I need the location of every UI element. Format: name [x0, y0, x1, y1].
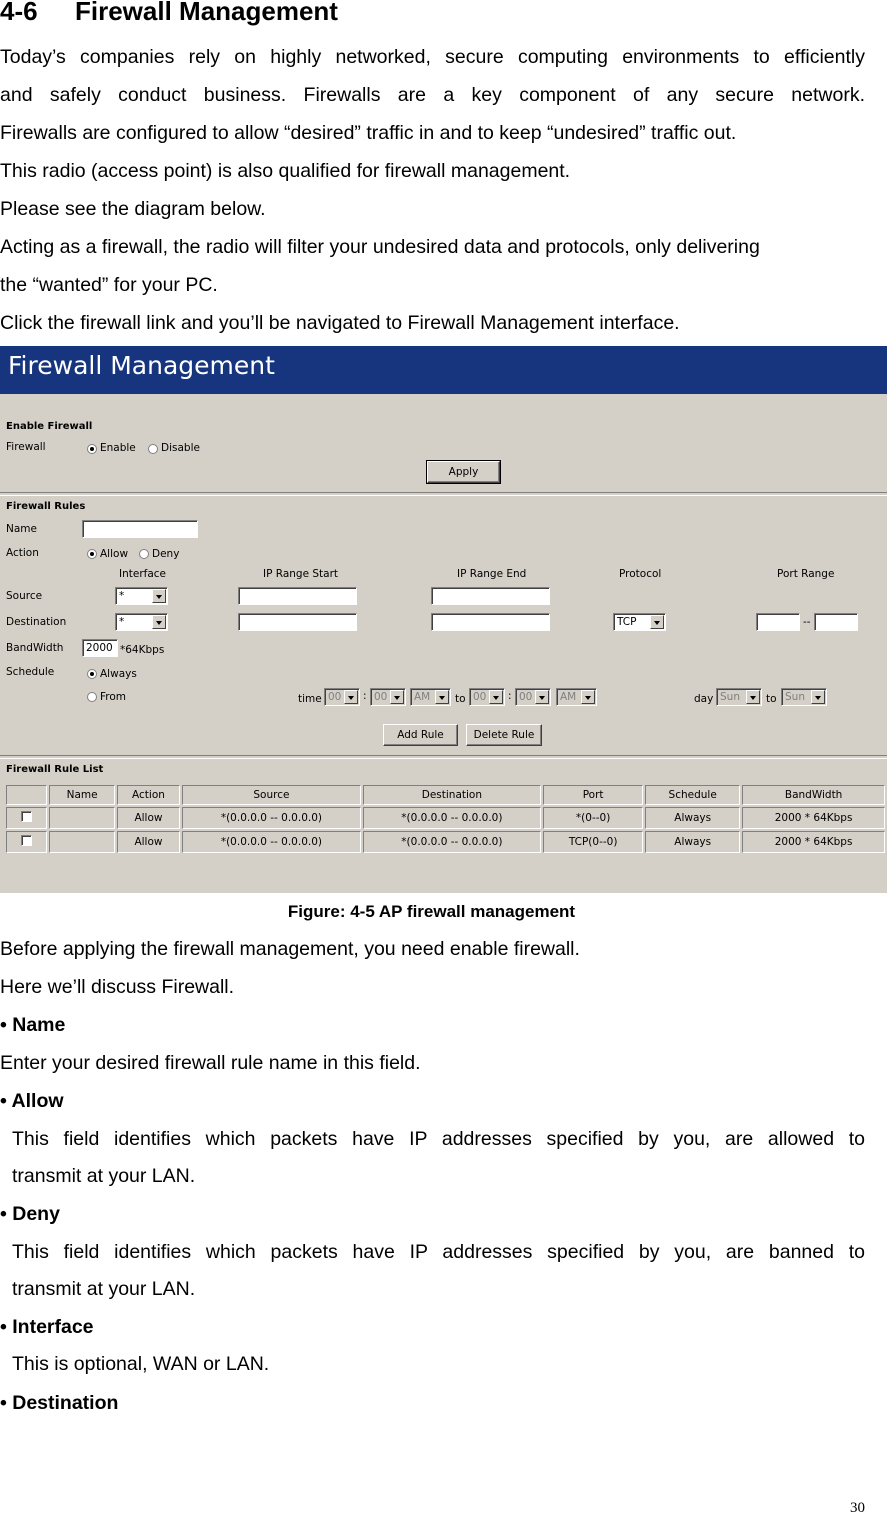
name-heading: • Name	[0, 1014, 66, 1036]
intro-line: the “wanted” for your PC.	[0, 274, 218, 296]
chevron-down-icon	[650, 615, 664, 629]
table-row	[6, 831, 885, 853]
day-label: day	[694, 693, 714, 705]
end-ampm-select[interactable]	[556, 688, 597, 706]
allow-description: transmit at your LAN.	[12, 1165, 196, 1187]
time-label: time	[298, 693, 322, 705]
end-minute-select[interactable]	[515, 688, 551, 706]
time-colon: :	[508, 690, 512, 702]
allow-heading: • Allow	[0, 1090, 64, 1112]
interface-description: This is optional, WAN or LAN.	[12, 1353, 270, 1375]
col-action: Action	[117, 785, 180, 805]
start-day-select[interactable]	[716, 688, 762, 706]
rule-name-input[interactable]	[82, 520, 198, 538]
chevron-down-icon	[435, 690, 449, 704]
section-number: 4-6	[0, 0, 38, 26]
start-hour-value: 00	[328, 691, 342, 703]
col-bandwidth: BandWidth	[742, 785, 885, 805]
page-number: 30	[850, 1500, 865, 1516]
protocol-select[interactable]	[613, 613, 666, 631]
intro-line: Firewalls are configured to allow “desired” traffic in and to keep “undesired” traffic out.	[0, 122, 737, 144]
from-radio[interactable]	[87, 692, 97, 702]
port-end-input[interactable]	[814, 613, 858, 631]
end-hour-select[interactable]	[469, 688, 505, 706]
interface-header: Interface	[119, 568, 167, 580]
enable-radio[interactable]	[87, 444, 97, 454]
col-select	[6, 785, 47, 805]
destination-label: Destination	[6, 616, 67, 628]
table-row	[6, 807, 885, 829]
deny-description: This field identifies which packets have IP addresses specified by you, are banned to	[12, 1241, 865, 1263]
row-checkbox[interactable]	[21, 835, 32, 846]
end-day-select[interactable]	[781, 688, 827, 706]
source-ip-end-input[interactable]	[431, 587, 550, 605]
row-checkbox[interactable]	[21, 811, 32, 822]
rule-list-heading: Firewall Rule List	[6, 764, 104, 775]
ip-range-start-header: IP Range Start	[263, 568, 339, 580]
destination-interface-value: *	[119, 616, 125, 628]
row-port: *(0--0)	[543, 807, 643, 829]
row-name	[49, 807, 114, 829]
divider	[0, 492, 887, 496]
from-label: From	[100, 691, 127, 703]
bandwidth-input[interactable]	[82, 639, 118, 657]
chevron-down-icon	[581, 690, 595, 704]
source-label: Source	[6, 590, 43, 602]
source-ip-start-input[interactable]	[238, 587, 357, 605]
body-text: Here we’ll discuss Firewall.	[0, 976, 235, 998]
allow-label: Allow	[100, 548, 129, 560]
start-hour-select[interactable]	[324, 688, 360, 706]
chevron-down-icon	[390, 690, 404, 704]
row-action: Allow	[117, 807, 180, 829]
firewall-rules-heading: Firewall Rules	[6, 501, 86, 512]
action-label: Action	[6, 547, 39, 559]
destination-heading: • Destination	[0, 1392, 119, 1414]
intro-line: Click the firewall link and you’ll be navigated to Firewall Management interface.	[0, 312, 680, 334]
chevron-down-icon	[811, 690, 825, 704]
section-title: Firewall Management	[75, 0, 338, 26]
chevron-down-icon	[152, 589, 166, 603]
port-range-header: Port Range	[777, 568, 835, 580]
chevron-down-icon	[152, 615, 166, 629]
destination-ip-start-input[interactable]	[238, 613, 357, 631]
enable-firewall-heading: Enable Firewall	[6, 421, 93, 432]
disable-radio[interactable]	[148, 444, 158, 454]
screenshot-title: Firewall Management	[0, 346, 887, 394]
row-name	[49, 831, 114, 853]
row-select-cell	[6, 807, 47, 829]
source-interface-value: *	[119, 590, 125, 602]
col-source: Source	[182, 785, 360, 805]
figure-caption: Figure: 4-5 AP firewall management	[287, 902, 576, 921]
port-start-input[interactable]	[756, 613, 800, 631]
interface-heading: • Interface	[0, 1316, 94, 1338]
name-label: Name	[6, 523, 37, 535]
protocol-value: TCP	[617, 616, 637, 628]
row-destination: *(0.0.0.0 -- 0.0.0.0)	[363, 807, 541, 829]
start-ampm-select[interactable]	[410, 688, 451, 706]
add-rule-button[interactable]: Add Rule	[383, 724, 458, 746]
intro-line: Today’s companies rely on highly networked, secure computing environments to efficiently	[0, 46, 865, 68]
bandwidth-value: 2000	[86, 642, 113, 654]
start-ampm-value: AM	[414, 691, 431, 703]
deny-label: Deny	[152, 548, 180, 560]
schedule-label: Schedule	[6, 666, 55, 678]
end-hour-value: 00	[473, 691, 487, 703]
bandwidth-label: BandWidth	[6, 642, 64, 654]
row-action: Allow	[117, 831, 180, 853]
firewall-label: Firewall	[6, 441, 46, 453]
intro-line: and safely conduct business. Firewalls are a key component of any secure network.	[0, 84, 865, 106]
always-label: Always	[100, 668, 137, 680]
port-separator: --	[803, 616, 811, 628]
divider	[0, 755, 887, 759]
start-minute-value: 00	[374, 691, 388, 703]
name-description: Enter your desired firewall rule name in this field.	[0, 1052, 421, 1074]
intro-line: Please see the diagram below.	[0, 198, 266, 220]
row-bandwidth: 2000 * 64Kbps	[742, 831, 885, 853]
col-name: Name	[49, 785, 114, 805]
row-source: *(0.0.0.0 -- 0.0.0.0)	[182, 807, 360, 829]
always-radio[interactable]	[87, 669, 97, 679]
destination-ip-end-input[interactable]	[431, 613, 550, 631]
end-day-value: Sun	[785, 691, 805, 703]
chevron-down-icon	[489, 690, 503, 704]
chevron-down-icon	[746, 690, 760, 704]
protocol-header: Protocol	[619, 568, 662, 580]
col-port: Port	[543, 785, 643, 805]
col-schedule: Schedule	[645, 785, 740, 805]
apply-button[interactable]: Apply	[427, 461, 500, 483]
enable-label: Enable	[100, 442, 136, 454]
row-schedule: Always	[645, 831, 740, 853]
body-text: Before applying the firewall management, you need enable firewall.	[0, 938, 580, 960]
intro-line: This radio (access point) is also qualified for firewall management.	[0, 160, 571, 182]
row-port: TCP(0--0)	[543, 831, 643, 853]
allow-radio[interactable]	[87, 549, 97, 559]
disable-label: Disable	[161, 442, 200, 454]
deny-description: transmit at your LAN.	[12, 1278, 196, 1300]
col-destination: Destination	[363, 785, 541, 805]
allow-description: This field identifies which packets have IP addresses specified by you, are allowed to	[12, 1128, 865, 1150]
row-bandwidth: 2000 * 64Kbps	[742, 807, 885, 829]
end-ampm-value: AM	[560, 691, 577, 703]
ip-range-end-header: IP Range End	[457, 568, 527, 580]
bandwidth-unit: *64Kbps	[120, 644, 165, 656]
end-minute-value: 00	[519, 691, 533, 703]
start-minute-select[interactable]	[370, 688, 406, 706]
row-source: *(0.0.0.0 -- 0.0.0.0)	[182, 831, 360, 853]
chevron-down-icon	[344, 690, 358, 704]
rule-list-table	[4, 783, 887, 855]
time-to-label: to	[455, 693, 466, 705]
start-day-value: Sun	[720, 691, 740, 703]
chevron-down-icon	[535, 690, 549, 704]
table-header-row	[6, 785, 885, 805]
deny-heading: • Deny	[0, 1203, 60, 1225]
delete-rule-button[interactable]: Delete Rule	[466, 724, 542, 746]
intro-line: Acting as a firewall, the radio will filter your undesired data and protocols, only delivering	[0, 236, 760, 258]
day-to-label: to	[766, 693, 777, 705]
firewall-screenshot	[0, 346, 887, 893]
row-destination: *(0.0.0.0 -- 0.0.0.0)	[363, 831, 541, 853]
row-schedule: Always	[645, 807, 740, 829]
deny-radio[interactable]	[139, 549, 149, 559]
source-interface-select[interactable]	[115, 587, 168, 605]
time-colon: :	[363, 690, 367, 702]
row-select-cell	[6, 831, 47, 853]
section-heading	[0, 0, 338, 27]
destination-interface-select[interactable]	[115, 613, 168, 631]
